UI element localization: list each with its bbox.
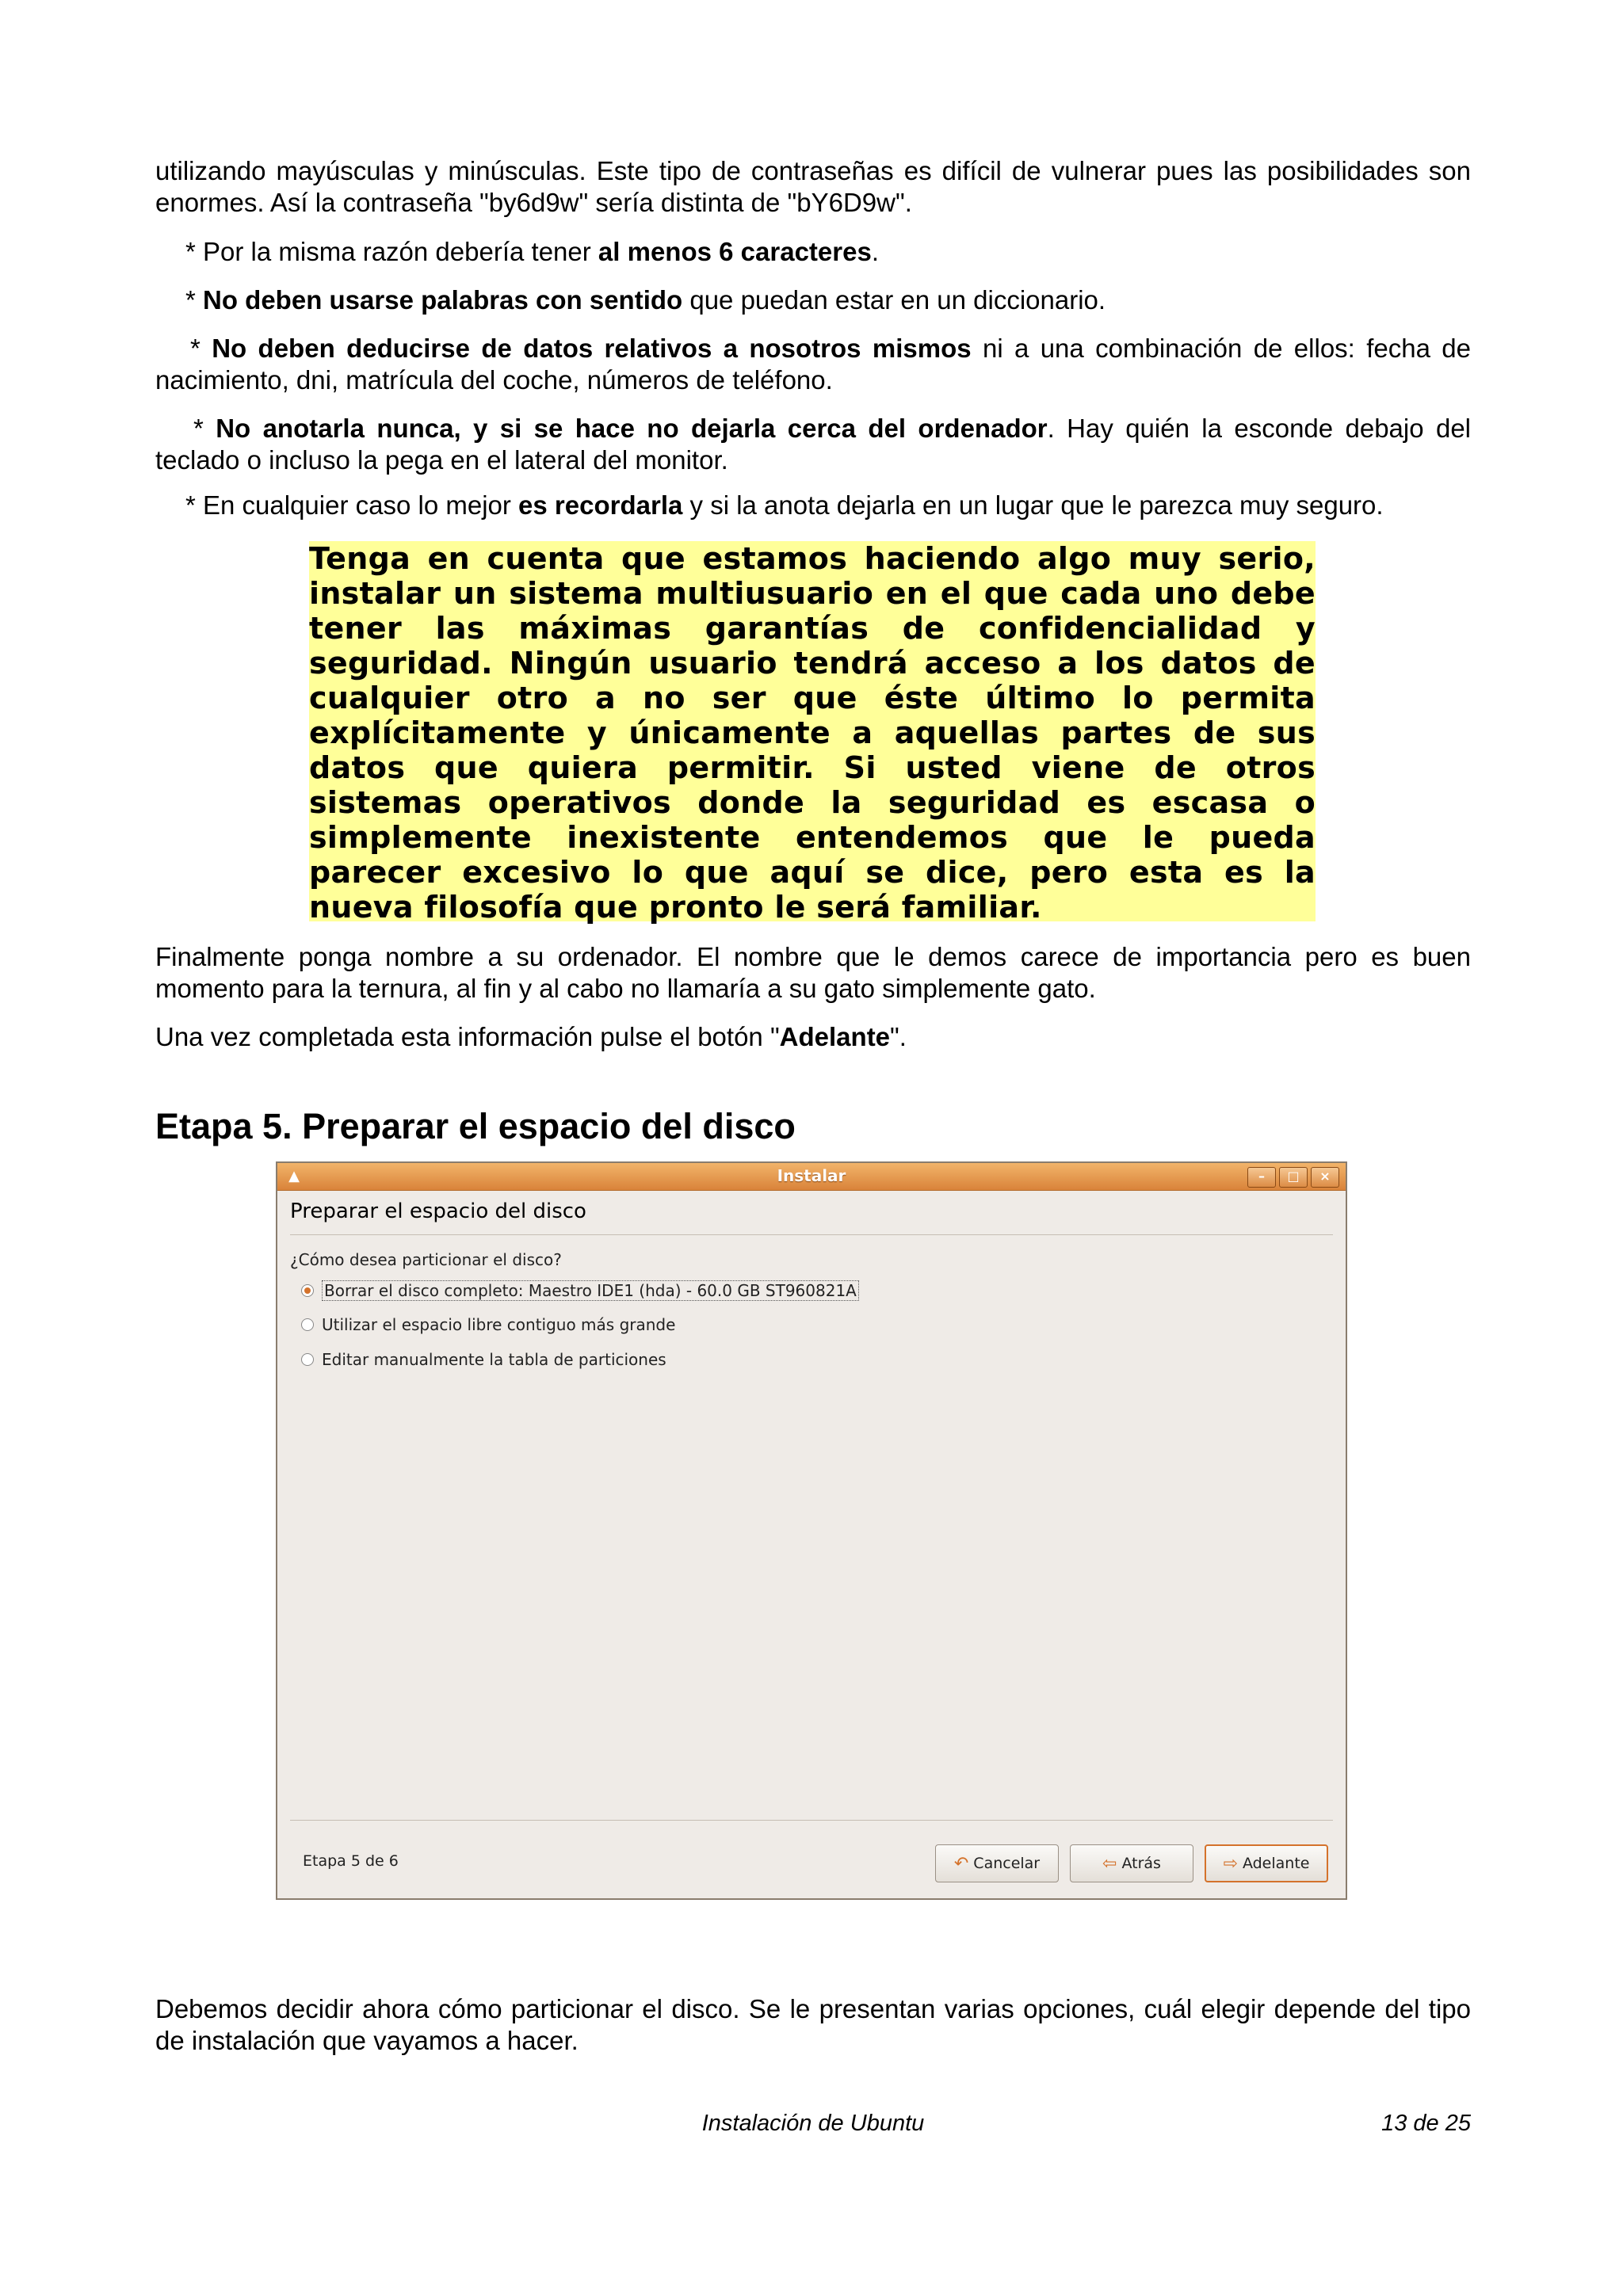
bullet-text: * En cualquier caso lo mejor bbox=[185, 490, 519, 520]
divider bbox=[290, 1234, 1333, 1235]
arrow-left-icon: ⇦ bbox=[1102, 1853, 1117, 1874]
paragraph-text: Una vez completada esta información pulse el botón " bbox=[155, 1022, 780, 1051]
bullet-remember bbox=[155, 490, 1471, 521]
bullet-no-personal-data bbox=[155, 333, 1471, 396]
arrow-right-icon: ⇨ bbox=[1223, 1853, 1238, 1874]
bullet-text: * Por la misma razón debería tener bbox=[185, 237, 598, 266]
window-header: Preparar el espacio del disco bbox=[290, 1199, 586, 1223]
installer-app-icon: ▲ bbox=[288, 1168, 300, 1184]
radio-selected-icon[interactable] bbox=[301, 1284, 314, 1297]
window-title: Instalar bbox=[777, 1166, 846, 1185]
bullet-text: . bbox=[871, 237, 879, 266]
bullet-bold: No deben usarse palabras con sentido bbox=[203, 285, 683, 315]
minimize-icon[interactable]: – bbox=[1247, 1167, 1276, 1188]
next-button[interactable] bbox=[1205, 1844, 1328, 1882]
installer-window-screenshot bbox=[276, 1161, 1347, 1900]
radio-icon[interactable] bbox=[301, 1318, 314, 1331]
partition-question: ¿Cómo desea particionar el disco? bbox=[290, 1250, 562, 1269]
cancel-button[interactable] bbox=[935, 1844, 1059, 1882]
radio-icon[interactable] bbox=[301, 1353, 314, 1366]
bullet-text: ni a una combinación de ellos: fecha de nacimiento, dni, matrícula del coche, números de teléfono. bbox=[155, 334, 1471, 395]
bullet-no-write-down bbox=[155, 413, 1471, 476]
footer-title: Instalación de Ubuntu bbox=[701, 2111, 925, 2136]
option-free-space[interactable] bbox=[301, 1315, 675, 1334]
option-erase-disk[interactable] bbox=[301, 1280, 859, 1301]
bullet-text: y si la anota dejarla en un lugar que le parezca muy seguro. bbox=[682, 490, 1384, 520]
cancel-label: Cancelar bbox=[973, 1855, 1041, 1872]
bullet-bold: al menos 6 caracteres bbox=[598, 237, 872, 266]
undo-icon: ↶ bbox=[953, 1853, 969, 1874]
option-label: Editar manualmente la tabla de particiones bbox=[322, 1350, 666, 1369]
step-indicator: Etapa 5 de 6 bbox=[303, 1852, 399, 1870]
paragraph-bold: Adelante bbox=[779, 1022, 891, 1051]
paragraph-intro: utilizando mayúsculas y minúsculas. Este tipo de contraseñas es difícil de vulnerar pues las posibilidades son enormes. Así la contraseña "by6d9w" sería distinta de "bY6D9w". bbox=[155, 156, 1471, 217]
bullet-text: que puedan estar en un diccionario. bbox=[682, 285, 1106, 315]
highlighted-note: Tenga en cuenta que estamos haciendo algo muy serio, instalar un sistema multiusuario en el que cada uno debe tener las máximas garantías de confidencialidad y seguridad. Ningún usuario tendrá acceso a los datos de cualquier otro a no ser que éste último lo permita explícitamente y únicamente a aquellas partes de sus datos que quiera permitir. Si usted viene de otros sistemas operativos donde la seguridad es escasa o simplemente inexistente entendemos que le pueda parecer excesivo lo que aquí se dice, pero esta es la nueva filosofía que pronto le será familiar. bbox=[309, 541, 1316, 925]
maximize-icon[interactable]: □ bbox=[1279, 1167, 1308, 1188]
bullet-bold: No deben deducirse de datos relativos a nosotros mismos bbox=[212, 334, 972, 363]
paragraph-computer-name: Finalmente ponga nombre a su ordenador. El nombre que le demos carece de importancia pero es buen momento para la ternura, al fin y al cabo no llamaría a su gato simplemente gato. bbox=[155, 942, 1471, 1003]
close-icon[interactable]: × bbox=[1311, 1167, 1339, 1188]
bullet-bold: No anotarla nunca, y si se hace no dejarla cerca del ordenador bbox=[216, 414, 1048, 443]
option-label: Borrar el disco completo: Maestro IDE1 (hda) - 60.0 GB ST960821A bbox=[322, 1280, 859, 1301]
page-number: 13 de 25 bbox=[1381, 2111, 1471, 2136]
paragraph-partition: Debemos decidir ahora cómo particionar el disco. Se le presentan varias opciones, cuál elegir depende del tipo de instalación que vayamos a hacer. bbox=[155, 1994, 1471, 2055]
paragraph-text: ". bbox=[890, 1022, 907, 1051]
window-titlebar bbox=[277, 1163, 1346, 1191]
bullet-bold: es recordarla bbox=[518, 490, 683, 520]
bullet-text: * bbox=[190, 334, 212, 363]
section-heading: Etapa 5. Preparar el espacio del disco bbox=[155, 1106, 796, 1146]
option-manual[interactable] bbox=[301, 1350, 666, 1369]
next-label: Adelante bbox=[1242, 1855, 1310, 1872]
divider bbox=[290, 1820, 1333, 1821]
bullet-no-words bbox=[155, 284, 1471, 316]
bullet-text: . Hay quién la esconde debajo del teclado o incluso la pega en el lateral del monitor. bbox=[155, 414, 1471, 475]
back-button[interactable] bbox=[1070, 1844, 1193, 1882]
bullet-text: * bbox=[185, 285, 204, 315]
window-controls bbox=[1247, 1167, 1339, 1188]
bullet-text: * bbox=[193, 414, 216, 443]
option-label: Utilizar el espacio libre contiguo más grande bbox=[322, 1315, 676, 1334]
bullet-min-length bbox=[155, 236, 1471, 268]
paragraph-press-next bbox=[155, 1021, 1471, 1053]
back-label: Atrás bbox=[1121, 1855, 1161, 1872]
